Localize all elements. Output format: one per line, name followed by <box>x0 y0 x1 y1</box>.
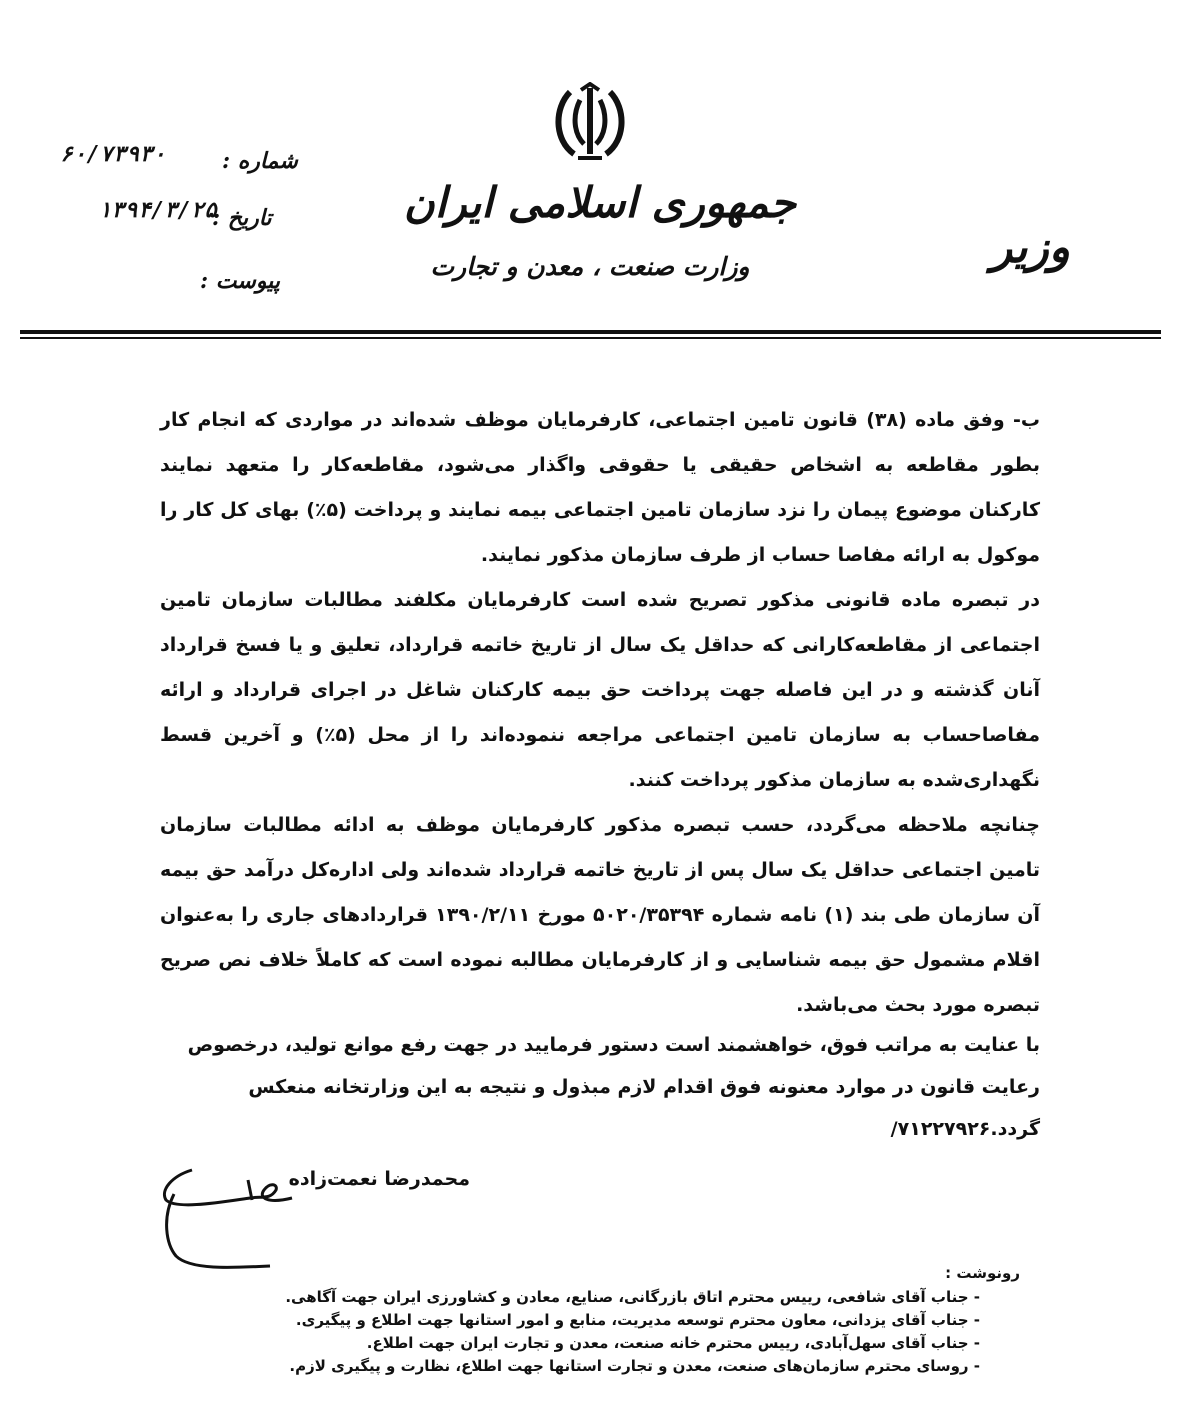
closing-text: با عنایت به مراتب فوق، خواهشمند است دستور فرمایید در جهت رفع موانع تولید، درخصوص رعایت قانون در موارد معنونه فوق اقدام لازم مبذول و نتیجه به این وزارتخانه منعکس گردد. <box>187 1034 1040 1140</box>
letter-body <box>160 398 1040 1028</box>
iran-emblem-icon <box>548 82 632 166</box>
closing-paragraph <box>160 1024 1040 1150</box>
header-divider <box>20 330 1161 334</box>
number-label: شماره : <box>222 148 298 174</box>
date-label: تاریخ : <box>212 205 272 231</box>
number-value: ۶۰/۷۳۹۳۰ <box>60 142 166 167</box>
reference-code: ۷۱۲۲۷۹۲۶/ <box>890 1118 991 1140</box>
body-paragraph-2: در تبصره ماده قانونی مذکور تصریح شده است کارفرمایان مکلفند مطالبات سازمان تامین اجتماعی از مقاطعه‌کارانی که حداقل یک سال از تاریخ خاتمه قرارداد، تعلیق و یا فسخ قرارداد آنان گذشته و در این فاصله جهت پرداخت حق بیمه کارکنان شاغل در اجرای قرارداد و ارائه مفاصاحساب به سازمان تامین اجتماعی مراجعه ننموده‌اند را از محل (۵٪) و آخرین قسط نگهداری‌شده به سازمان مذکور پرداخت کنند. <box>160 589 1040 791</box>
republic-title: جمهوری اسلامی ایران <box>403 178 797 227</box>
cc-item: - جناب آقای سهل‌آبادی، رییس محترم خانه صنعت، معدن و تجارت ایران جهت اطلاع. <box>366 1334 980 1352</box>
body-paragraph-1: ب- وفق ماده (۳۸) قانون تامین اجتماعی، کارفرمایان موظف شده‌اند در مواردی که انجام کار بطور مقاطعه به اشخاص حقیقی یا حقوقی واگذار می‌شود، مقاطعه‌کار را متعهد نمایند کارکنان موضوع پیمان را نزد سازمان تامین اجتماعی بیمه نمایند و پرداخت (۵٪) بهای کل کار را موکول به ارائه مفاصا حساب از طرف سازمان مذکور نمایند. <box>160 409 1041 566</box>
cc-list <box>285 1286 980 1378</box>
handwritten-signature-icon <box>152 1164 302 1274</box>
body-paragraph-3: چنانچه ملاحظه می‌گردد، حسب تبصره مذکور کارفرمایان موظف به ادائه مطالبات سازمان تامین اجتماعی حداقل یک سال پس از تاریخ خاتمه قرارداد شده‌اند ولی اداره‌کل درآمد حق بیمه آن سازمان طی بند (۱) نامه شماره ۵۰۲۰/۳۵۳۹۴ مورخ ۱۳۹۰/۲/۱۱ قراردادهای جاری را به‌عنوان اقلام مشمول حق بیمه شناسایی و از کارفرمایان مطالبه نموده است که کاملاً خلاف نص صریح تبصره مورد بحث می‌باشد. <box>160 814 1040 1016</box>
header-divider-thin <box>20 337 1161 339</box>
cc-item: - روسای محترم سازمان‌های صنعت، معدن و تجارت استانها جهت اطلاع، نظارت و پیگیری لازم. <box>289 1357 980 1375</box>
cc-title: رونوشت : <box>945 1264 1020 1282</box>
ministry-name: وزارت صنعت ، معدن و تجارت <box>430 252 750 281</box>
date-value: ۱۳۹۴/۳/۲۵ <box>98 198 218 223</box>
signer-name: محمدرضا نعمت‌زاده <box>288 1168 470 1190</box>
cc-item: - جناب آقای یزدانی، معاون محترم توسعه مدیریت، منابع و امور استانها جهت اطلاع و پیگیری. <box>295 1311 980 1329</box>
cc-item: - جناب آقای شافعی، رییس محترم اتاق بازرگانی، صنایع، معادن و کشاورزی ایران جهت آگاهی. <box>285 1288 980 1306</box>
attachment-label: پیوست : <box>200 268 280 294</box>
minister-label: وزیر <box>990 222 1070 273</box>
